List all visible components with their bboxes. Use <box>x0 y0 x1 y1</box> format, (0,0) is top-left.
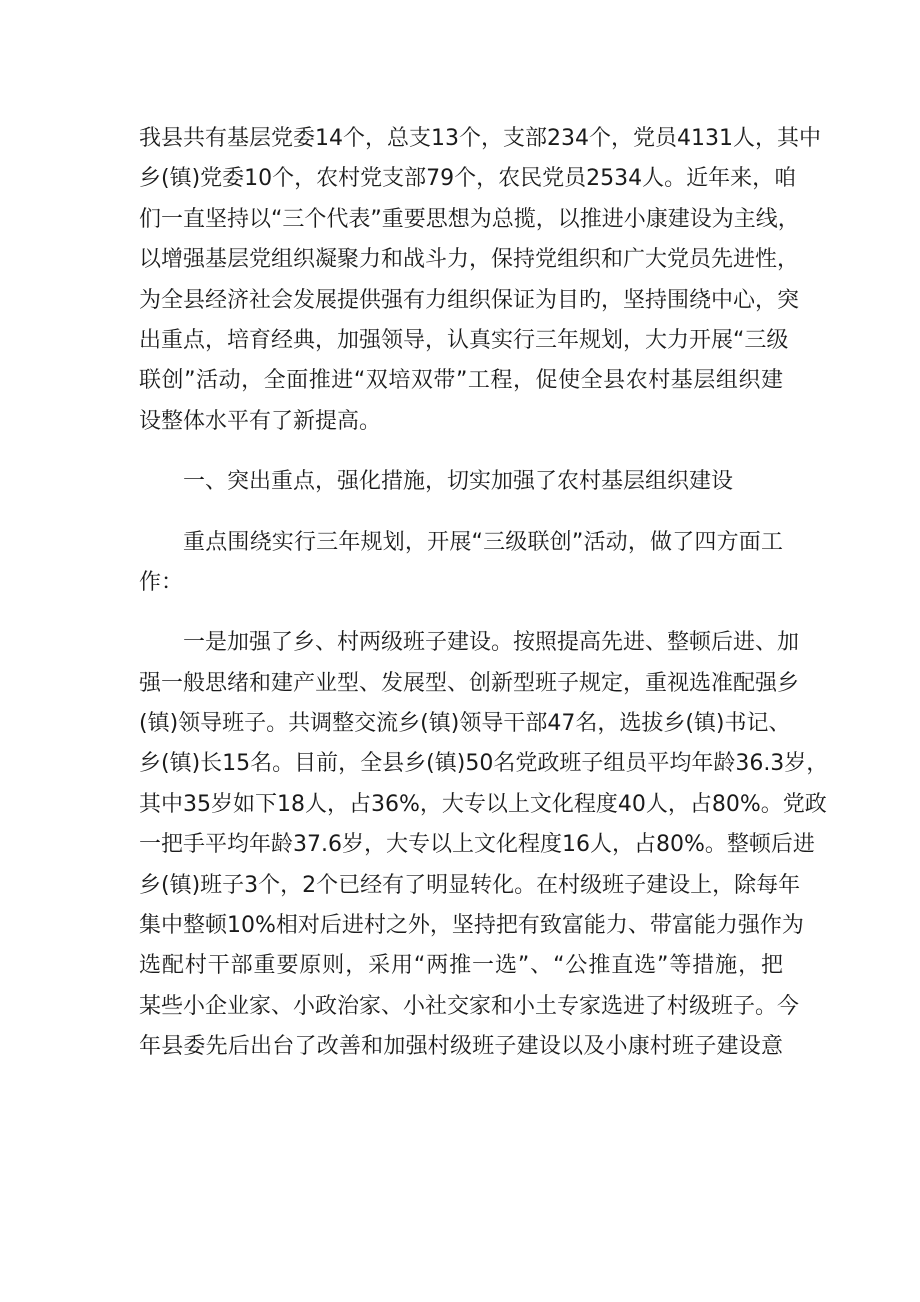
text-line: 以增强基层党组织凝聚力和战斗力，保持党组织和广大党员先进性， <box>139 247 800 273</box>
text-line: 选配村干部重要原则，采用“两推一选”、“公推直选”等措施，把 <box>139 953 783 979</box>
text-line: 一是加强了乡、村两级班子建设。按照提高先进、整顿后进、加 <box>183 630 800 656</box>
paragraph-team-building <box>139 623 829 1067</box>
paragraph-gap <box>139 503 783 523</box>
paragraph-gap <box>139 442 783 462</box>
paragraph-overview <box>139 523 783 604</box>
text-line: 某些小企业家、小政治家、小社交家和小土专家选进了村级班子。今 <box>139 993 800 1019</box>
heading-line: 一、突出重点，强化措施，切实加强了农村基层组织建设 <box>183 469 734 495</box>
document-body <box>139 119 829 1068</box>
text-line: 重点围绕实行三年规划，开展“三级联创”活动，做了四方面工 <box>183 529 784 555</box>
paragraph-gap <box>139 603 783 623</box>
text-line: 们一直坚持以“三个代表”重要思想为总揽，以推进小康建设为主线， <box>139 206 800 232</box>
section-heading <box>139 462 783 502</box>
text-line: 设整体水平有了新提高。 <box>139 408 382 434</box>
text-line: 出重点，培育经典，加强领导，认真实行三年规划，大力开展“三级 <box>139 327 789 353</box>
text-line: 年县委先后出台了改善和加强村级班子建设以及小康村班子建设意 <box>139 1034 783 1060</box>
text-line: 一把手平均年龄37.6岁，大专以上文化程度16人，占80%。整顿后进 <box>139 832 815 858</box>
text-line: 集中整顿10%相对后进村之外，坚持把有致富能力、带富能力强作为 <box>139 913 804 939</box>
text-line: 乡(镇)党委10个，农村党支部79个，农民党员2534人。近年来，咱 <box>139 166 797 192</box>
text-line: 为全县经济社会发展提供强有力组织保证为目旳，坚持围绕中心，突 <box>139 287 800 313</box>
text-line: 我县共有基层党委14个，总支13个，支部234个，党员4131人，其中 <box>139 126 821 151</box>
text-line: (镇)领导班子。共调整交流乡(镇)领导干部47名，选拔乡(镇)书记、 <box>139 711 791 737</box>
text-line: 其中35岁如下18人，占36%，大专以上文化程度40人，占80%。党政 <box>139 791 827 817</box>
text-line: 强一般思绪和建产业型、发展型、创新型班子规定，重视选准配强乡 <box>139 670 800 696</box>
text-line: 作： <box>139 569 184 595</box>
paragraph-intro <box>139 119 821 442</box>
text-line: 乡(镇)班子3个，2个已经有了明显转化。在村级班子建设上，除每年 <box>139 872 801 898</box>
text-line: 联创”活动，全面推进“双培双带”工程，促使全县农村基层组织建 <box>139 368 783 394</box>
text-line: 乡(镇)长15名。目前，全县乡(镇)50名党政班子组员平均年龄36.3岁， <box>139 751 829 777</box>
